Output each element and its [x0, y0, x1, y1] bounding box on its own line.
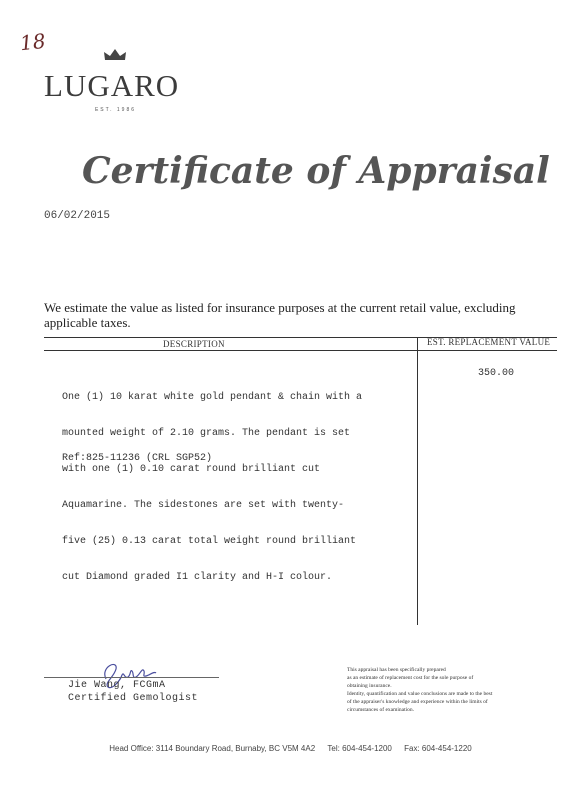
appraisal-date: 06/02/2015: [44, 210, 111, 222]
description-line: One (1) 10 karat white gold pendant & chain with a: [62, 392, 363, 403]
replacement-value: 350.00: [478, 368, 515, 379]
brand-established: EST. 1986: [94, 107, 137, 113]
description-line: cut Diamond graded I1 clarity and H-I colour.: [62, 572, 333, 583]
description-line: mounted weight of 2.10 grams. The pendant is set: [62, 428, 351, 439]
crown-logo-icon: [103, 48, 127, 62]
footer-address: Head Office: 3114 Boundary Road, Burnaby, BC V5M 4A2: [109, 744, 316, 753]
footer-phone: Tel: 604-454-1200: [327, 744, 392, 753]
description-line: Aquamarine. The sidestones are set with twenty-: [62, 500, 345, 511]
column-header-value: EST. REPLACEMENT VALUE: [427, 337, 551, 347]
disclaimer-line: as an estimate of replacement cost for the sole purpose of: [347, 675, 474, 681]
footer-fax: Fax: 604-454-1220: [404, 744, 472, 753]
description-line: five (25) 0.13 carat total weight round brilliant: [62, 536, 357, 547]
table-header-rule: [44, 350, 557, 351]
disclaimer-line: circumstances of examination.: [347, 707, 415, 713]
disclaimer: [347, 666, 547, 714]
item-description: [62, 368, 402, 596]
disclaimer-line: Identity, quantification and value conclusions are made to the best: [347, 691, 493, 697]
description-line: with one (1) 0.10 carat round brilliant cut: [62, 464, 321, 475]
intro-statement: We estimate the value as listed for insurance purposes at the current retail value, excluding applicable taxes.: [44, 300, 516, 330]
item-reference: Ref:825-11236 (CRL SGP52): [62, 453, 213, 464]
disclaimer-line: of the appraiser's knowledge and experience within the limits of: [347, 699, 488, 705]
column-header-description: DESCRIPTION: [163, 339, 225, 349]
footer-contact: [0, 744, 581, 753]
signer-name: Jie Wang, FCGmA: [68, 680, 166, 691]
signer-block: [68, 679, 198, 705]
brand-logo: LUGARO: [44, 68, 180, 103]
table-column-divider: [417, 337, 418, 625]
page-number: 18: [18, 28, 47, 56]
disclaimer-line: This appraisal has been specifically prepared: [347, 667, 446, 673]
signature-line: [44, 677, 219, 678]
page-title: Certificate of Appraisal: [82, 150, 550, 192]
signer-title: Certified Gemologist: [68, 693, 199, 704]
disclaimer-line: obtaining insurance.: [347, 683, 392, 689]
